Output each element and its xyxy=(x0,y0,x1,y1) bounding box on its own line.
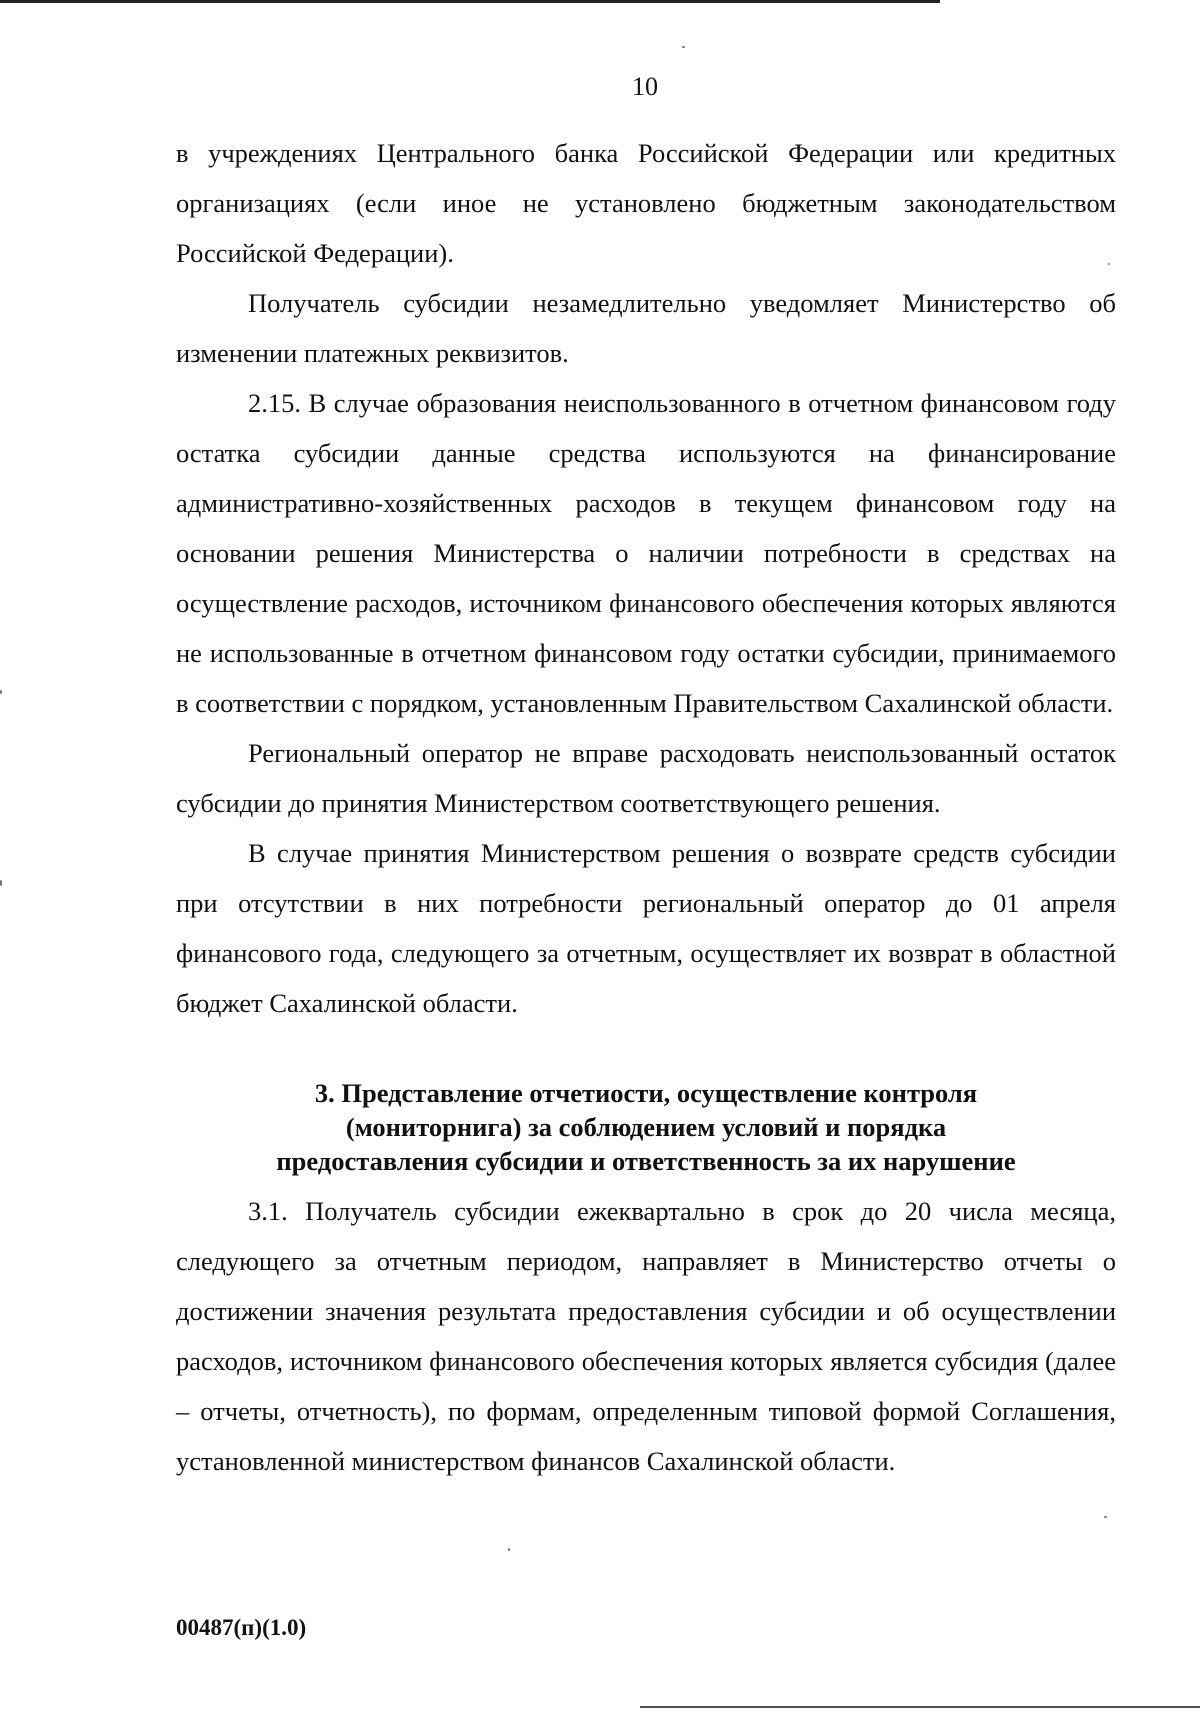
paragraph-regional-operator: Региональный оператор не вправе расходовать неиспользованный остаток субсидии до принятия Министерством соответствующего решения. xyxy=(176,738,1116,818)
scan-speck xyxy=(1108,263,1110,265)
paragraph-notification: Получатель субсидии незамедлительно уведомляет Министерство об изменении платежных реквизитов. xyxy=(176,288,1116,368)
scan-speck xyxy=(0,880,2,886)
document-body xyxy=(176,128,1116,1486)
scan-bottom-edge xyxy=(640,1706,1200,1708)
scan-speck xyxy=(508,1548,510,1551)
scan-speck xyxy=(0,690,2,694)
section-heading-line: 3. Представление отчетиости, осуществление контроля xyxy=(314,1078,978,1108)
scan-speck xyxy=(682,46,685,48)
paragraph-2-15: 2.15. В случае образования неиспользованного в отчетном финансовом году остатка субсидии данные средства используются на финансирование административно-хозяйственных расходов в текущем финансовом году на основании решения Министерства о наличии потребности в средствах на осуществление расходов, источником финансового обеспечения которых являются не использованные в отчетном финансовом году остатки субсидии, принимаемого в соответствии с порядком, установленным Правительством Сахалинской области. xyxy=(176,388,1116,718)
section-3-heading xyxy=(176,1076,1116,1178)
paragraph-return-funds: В случае принятия Министерством решения о возврате средств субсидии при отсутствии в них потребности региональный оператор до 01 апреля финансового года, следующего за отчетным, осуществляет их возврат в областной бюджет Сахалинской области. xyxy=(176,838,1116,1018)
page-number: 10 xyxy=(632,72,658,101)
paragraph-3-1: 3.1. Получатель субсидии ежеквартально в срок до 20 числа месяца, следующего за отчетным периодом, направляет в Министерство отчеты о достижении значения результата предоставления субсидии и об осуществлении расходов, источником финансового обеспечения которых является субсидия (далее – отчеты, отчетность), по формам, определенным типовой формой Соглашения, установленной министерством финансов Сахалинской области. xyxy=(176,1196,1116,1476)
document-code: 00487(п)(1.0) xyxy=(176,1615,307,1640)
paragraph-continuation: в учреждениях Центрального банка Российской Федерации или кредитных организациях (если иное не установлено бюджетным законодательством Российской Федерации). xyxy=(176,138,1116,268)
section-heading-line: предоставления субсидии и ответственность за их нарушение xyxy=(276,1146,1016,1176)
scan-speck xyxy=(1104,1516,1107,1518)
section-heading-line: (мониторнига) за соблюдением условий и порядка xyxy=(345,1112,947,1142)
scan-top-edge xyxy=(0,0,940,3)
